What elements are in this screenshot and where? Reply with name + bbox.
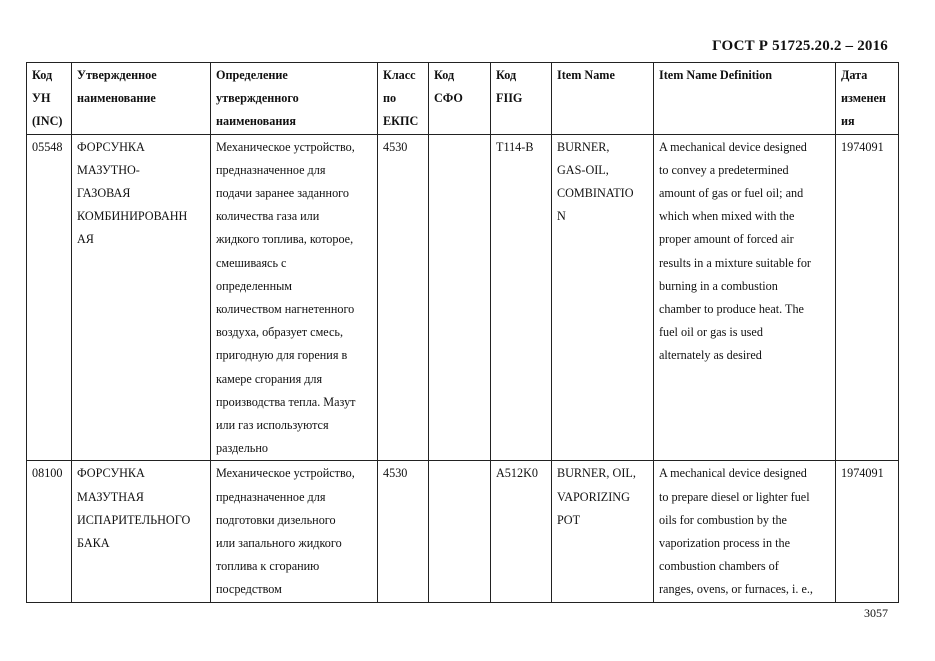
cell-approved-name — [72, 134, 211, 461]
header-name-definition — [211, 63, 378, 135]
table-row — [27, 461, 899, 603]
cell-text-line: 4530 — [383, 466, 408, 481]
cell-item-name-definition — [654, 134, 836, 461]
header-item-name — [552, 63, 654, 135]
cell-text-line: Код — [32, 68, 53, 82]
cell-text-line: to convey a predetermined — [659, 162, 789, 177]
cell-text-line: proper amount of forced air — [659, 232, 794, 247]
cell-text-line: Механическое устройство, — [216, 139, 355, 154]
header-approved-name — [72, 63, 211, 135]
cell-text-line: БАКА — [77, 536, 110, 551]
cell-fiig-code — [491, 461, 552, 603]
cell-text-line: подготовки дизельного — [216, 512, 336, 527]
header-sfo-code — [429, 63, 491, 135]
cell-text-line: УН — [32, 91, 51, 106]
cell-sfo-code — [429, 134, 491, 461]
header-fiig-code — [491, 63, 552, 135]
cell-text-line: посредством — [216, 582, 282, 597]
cell-text-line: BURNER, OIL, — [557, 466, 636, 481]
cell-text-line: oils for combustion by the — [659, 512, 787, 527]
table-header-row — [27, 63, 899, 135]
cell-text-line: или газ используются — [216, 418, 329, 433]
cell-text-line: или запального жидкого — [216, 536, 342, 551]
header-ekps-class — [378, 63, 429, 135]
cell-text-line: alternately as desired — [659, 348, 762, 363]
cell-name-definition — [211, 461, 378, 603]
cell-text-line: to prepare diesel or lighter fuel — [659, 489, 810, 504]
page-number: 3057 — [864, 606, 888, 620]
cell-text-line: определенным — [216, 278, 293, 293]
cell-text-line: Item Name Definition — [659, 68, 773, 82]
cell-text-line: A mechanical device designed — [659, 139, 807, 154]
cell-text-line: наименование — [77, 91, 156, 106]
header-change-date — [836, 63, 899, 135]
cell-text-line: количества газа или — [216, 209, 320, 224]
cell-text-line: FIIG — [496, 91, 523, 106]
cell-text-line: воздуха, образует смесь, — [216, 325, 344, 340]
cell-item-name-definition — [654, 461, 836, 603]
header-item-name-definition — [654, 63, 836, 135]
cell-text-line: amount of gas or fuel oil; and — [659, 186, 804, 201]
cell-change-date — [836, 134, 899, 461]
cell-text-line: BURNER, — [557, 139, 610, 154]
cell-item-name — [552, 461, 654, 603]
cell-text-line: POT — [557, 512, 581, 527]
cell-text-line: A512K0 — [496, 466, 538, 481]
cell-fiig-code — [491, 134, 552, 461]
cell-text-line: предназначенное для — [216, 162, 326, 177]
cell-text-line: T114-B — [496, 139, 534, 154]
cell-change-date — [836, 461, 899, 603]
cell-text-line: results in a mixture suitable for — [659, 255, 811, 270]
cell-text-line: ФОРСУНКА — [77, 466, 145, 481]
cell-text-line: МАЗУТНАЯ — [77, 489, 144, 504]
cell-text-line: 05548 — [32, 139, 63, 154]
cell-text-line: which when mixed with the — [659, 209, 795, 224]
cell-text-line: burning in a combustion — [659, 278, 778, 293]
cell-text-line: по — [383, 91, 397, 106]
cell-inc-code — [27, 134, 72, 461]
cell-text-line: раздельно — [216, 441, 268, 456]
cell-text-line: (INC) — [32, 114, 63, 129]
cell-text-line: GAS-OIL, — [557, 162, 609, 177]
cell-text-line: предназначенное для — [216, 489, 326, 504]
table-row — [27, 134, 899, 461]
cell-text-line: Утвержденное — [77, 68, 157, 82]
cell-ekps-class — [378, 134, 429, 461]
cell-text-line: 4530 — [383, 139, 408, 154]
cell-approved-name — [72, 461, 211, 603]
cell-text-line: наименования — [216, 114, 296, 129]
cell-text-line: изменен — [841, 91, 886, 106]
cell-text-line: ФОРСУНКА — [77, 139, 145, 154]
cell-text-line: СФО — [434, 91, 463, 106]
cell-text-line: fuel oil or gas is used — [659, 325, 763, 340]
cell-text-line: COMBINATIO — [557, 186, 634, 201]
cell-item-name — [552, 134, 654, 461]
cell-text-line: Код — [434, 68, 455, 82]
cell-text-line: 1974091 — [841, 139, 884, 154]
cell-sfo-code — [429, 461, 491, 603]
cell-text-line: Код — [496, 68, 517, 82]
cell-text-line: ИСПАРИТЕЛЬНОГО — [77, 512, 191, 527]
standard-title: ГОСТ Р 51725.20.2 – 2016 — [712, 38, 888, 54]
cell-text-line: Класс — [383, 68, 416, 82]
header-inc-code — [27, 63, 72, 135]
cell-text-line: 08100 — [32, 466, 63, 481]
cell-text-line: камере сгорания для — [216, 371, 323, 386]
cell-text-line: 1974091 — [841, 466, 884, 481]
cell-text-line: жидкого топлива, которое, — [216, 232, 354, 247]
cell-name-definition — [211, 134, 378, 461]
gost-table — [26, 62, 899, 603]
cell-text-line: combustion chambers of — [659, 559, 779, 574]
cell-text-line: АЯ — [77, 232, 94, 247]
cell-text-line: пригодную для горения в — [216, 348, 348, 363]
cell-text-line: Дата — [841, 68, 868, 82]
cell-text-line: производства тепла. Мазут — [216, 394, 356, 409]
cell-text-line: ГАЗОВАЯ — [77, 186, 131, 201]
cell-text-line: VAPORIZING — [557, 489, 630, 504]
cell-ekps-class — [378, 461, 429, 603]
cell-text-line: vaporization process in the — [659, 536, 790, 551]
cell-text-line: A mechanical device designed — [659, 466, 807, 481]
cell-inc-code — [27, 461, 72, 603]
cell-text-line: Механическое устройство, — [216, 466, 355, 481]
cell-text-line: КОМБИНИРОВАНН — [77, 209, 188, 224]
cell-text-line: утвержденного — [216, 91, 299, 106]
cell-text-line: N — [557, 209, 566, 224]
cell-text-line: подачи заранее заданного — [216, 186, 349, 201]
cell-text-line: ЕКПС — [383, 114, 419, 129]
cell-text-line: Item Name — [557, 68, 615, 82]
cell-text-line: ranges, ovens, or furnaces, i. e., — [659, 582, 813, 597]
cell-text-line: смешиваясь с — [216, 255, 287, 270]
cell-text-line: МАЗУТНО- — [77, 162, 140, 177]
cell-text-line: количеством нагнетенного — [216, 302, 355, 317]
cell-text-line: ия — [841, 114, 855, 129]
cell-text-line: топлива к сгоранию — [216, 559, 320, 574]
cell-text-line: chamber to produce heat. The — [659, 302, 804, 317]
cell-text-line: Определение — [216, 68, 288, 82]
